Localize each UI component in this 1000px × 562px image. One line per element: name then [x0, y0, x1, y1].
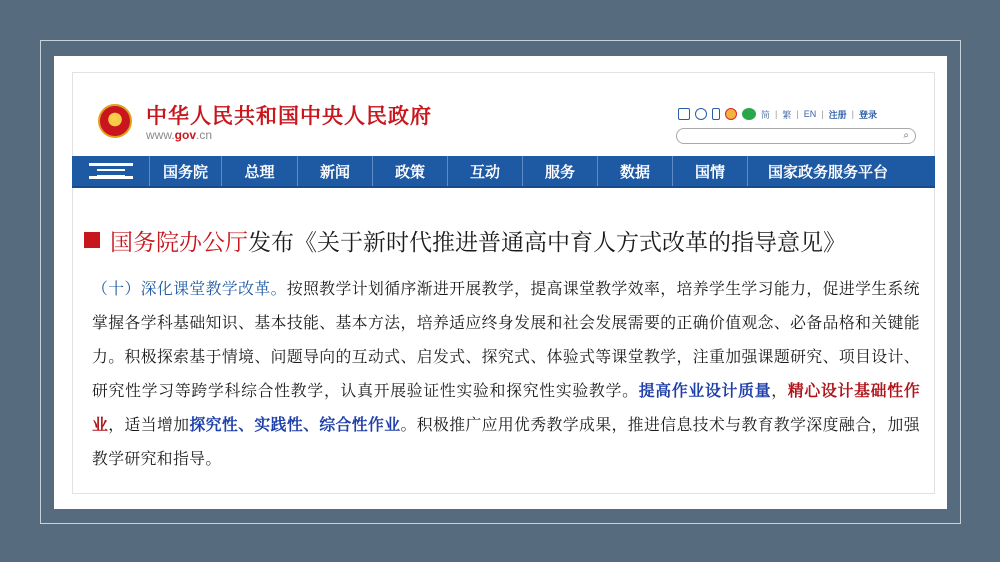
- highlight-inquiry-homework: 探究性、实践性、综合性作业: [189, 415, 401, 434]
- separator: |: [775, 109, 778, 119]
- login-link[interactable]: 登录: [858, 109, 877, 120]
- register-link[interactable]: 注册: [828, 109, 847, 120]
- mail-icon[interactable]: [678, 108, 690, 120]
- lang-english-link[interactable]: EN: [803, 109, 817, 119]
- main-nav: [72, 156, 935, 188]
- nav-item-services[interactable]: 服务: [523, 156, 598, 186]
- nav-item-state-council[interactable]: 国务院: [150, 156, 222, 186]
- search-icon[interactable]: ⌕: [903, 130, 909, 141]
- heading-title: 发布《关于新时代推进普通高中育人方式改革的指导意见》: [248, 229, 846, 256]
- article-body: [92, 272, 920, 476]
- highlight-basic-homework: 精心设计基础性作业: [92, 381, 921, 434]
- article-heading: [84, 222, 924, 258]
- lang-traditional-link[interactable]: 繁: [782, 109, 792, 120]
- separator: |: [851, 109, 854, 119]
- weibo-icon[interactable]: [725, 108, 737, 120]
- tiananmen-icon: [89, 163, 133, 179]
- body-text: ，适当增加: [108, 415, 190, 434]
- site-url: www.gov.cn: [146, 128, 213, 142]
- nav-item-policy[interactable]: 政策: [373, 156, 448, 186]
- section-lead: （十）深化课堂教学改革。: [92, 279, 287, 298]
- bullet-square-icon: [84, 232, 100, 248]
- lang-simplified-link[interactable]: 简: [761, 109, 771, 120]
- body-text: 按照教学计划循序渐进开展教学，提高课堂教学效率，培养学生学习能力，促进学生系统掌握各学科基础知识、基本技能、基本方法，培养适应终身发展和社会发展需要的正确价值观念、必备品格和关键能力。积极探索基于情境、问题导向的互动式、启发式、探究式、体验式等课堂教学，注重加强课题研究、项目设计、研究性学习等跨学科综合性教学，认真开展验证性实验和探究性实验教学。: [92, 279, 920, 400]
- separator: |: [821, 109, 824, 119]
- body-text: 。积极推广应用优秀教学成果，推进信息技术与教育教学深度融合，加强教学研究和指导。: [92, 415, 920, 468]
- nav-home[interactable]: [72, 156, 150, 186]
- nav-item-interaction[interactable]: 互动: [448, 156, 523, 186]
- body-text: ，: [771, 381, 788, 400]
- site-header: [72, 90, 935, 154]
- phone-icon[interactable]: [712, 108, 720, 120]
- nav-item-national-profile[interactable]: 国情: [673, 156, 748, 186]
- nav-item-data[interactable]: 数据: [598, 156, 673, 186]
- wechat-icon[interactable]: [742, 108, 756, 120]
- nav-item-service-platform[interactable]: 国家政务服务平台: [767, 162, 888, 181]
- search-input[interactable]: [676, 128, 916, 144]
- heading-org: 国务院办公厅: [110, 229, 248, 256]
- rss-icon[interactable]: [695, 108, 707, 120]
- highlight-homework-quality: 提高作业设计质量: [638, 381, 772, 400]
- nav-item-premier[interactable]: 总理: [222, 156, 298, 186]
- nav-item-news[interactable]: 新闻: [298, 156, 373, 186]
- site-title[interactable]: 中华人民共和国中央人民政府: [146, 104, 432, 128]
- header-tools: [678, 106, 928, 122]
- national-emblem-icon[interactable]: ★: [98, 104, 132, 138]
- separator: |: [796, 109, 799, 119]
